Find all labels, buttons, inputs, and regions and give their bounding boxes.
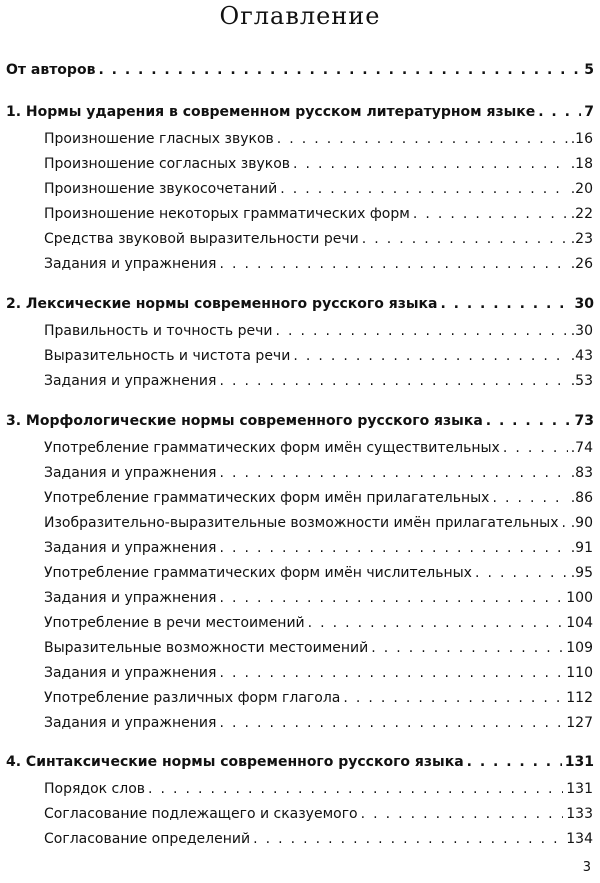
toc-section-entry bbox=[44, 440, 593, 456]
toc-section-entry bbox=[44, 806, 593, 822]
toc-section-entry bbox=[44, 373, 593, 389]
dot-leader bbox=[253, 831, 563, 847]
dot-leader bbox=[538, 104, 581, 120]
toc-entry-page: 109 bbox=[566, 640, 593, 656]
toc-entry-label: Задания и упражнения bbox=[44, 665, 217, 681]
dot-leader bbox=[276, 323, 568, 339]
page-number: 3 bbox=[582, 860, 591, 875]
dot-leader bbox=[413, 206, 568, 222]
toc-entry-page: 30 bbox=[574, 296, 594, 312]
toc-entry-label: 4. Синтаксические нормы современного русского языка bbox=[6, 754, 464, 770]
toc-entry-page: .16 bbox=[570, 131, 593, 147]
dot-leader bbox=[219, 373, 567, 389]
toc-section-entry bbox=[44, 715, 593, 731]
toc-entry-label: 3. Морфологические нормы современного русского языка bbox=[6, 413, 483, 429]
toc-entry-page: .86 bbox=[570, 490, 593, 506]
toc-entry-page: .91 bbox=[570, 540, 593, 556]
dot-leader bbox=[219, 256, 567, 272]
toc-chapter-entry bbox=[6, 296, 594, 312]
toc-entry-label: 2. Лексические нормы современного русского языка bbox=[6, 296, 438, 312]
toc-entry-label: Согласование подлежащего и сказуемого bbox=[44, 806, 358, 822]
toc-entry-label: Употребление грамматических форм имён числительных bbox=[44, 565, 472, 581]
dot-leader bbox=[503, 440, 568, 456]
toc-entry-label: Задания и упражнения bbox=[44, 373, 217, 389]
toc-entry-page: .83 bbox=[570, 465, 593, 481]
toc-entry-label: Произношение некоторых грамматических форм bbox=[44, 206, 410, 222]
toc-entry-label: Употребление в речи местоимений bbox=[44, 615, 305, 631]
toc-entry-page: 110 bbox=[566, 665, 593, 681]
toc-entry-label: Произношение согласных звуков bbox=[44, 156, 291, 172]
toc-entry-label: Употребление различных форм глагола bbox=[44, 690, 341, 706]
dot-leader bbox=[492, 490, 567, 506]
toc-chapter-entry bbox=[6, 413, 594, 429]
dot-leader bbox=[280, 181, 568, 197]
toc-section-entry bbox=[44, 590, 593, 606]
toc-section-entry bbox=[44, 490, 593, 506]
dot-leader bbox=[440, 296, 571, 312]
dot-leader bbox=[219, 540, 567, 556]
toc-section-entry bbox=[44, 181, 593, 197]
toc-section-entry bbox=[44, 206, 593, 222]
dot-leader bbox=[467, 754, 562, 770]
dot-leader bbox=[362, 231, 568, 247]
toc-section-entry bbox=[44, 540, 593, 556]
toc-entry-page: 131 bbox=[566, 781, 593, 797]
toc-entry-page: .74 bbox=[570, 440, 593, 456]
dot-leader bbox=[293, 348, 567, 364]
toc-entry-page: .90 bbox=[570, 515, 593, 531]
dot-leader bbox=[277, 131, 568, 147]
dot-leader bbox=[148, 781, 563, 797]
toc-chapter-entry bbox=[6, 754, 594, 770]
toc-entry-page: 131 bbox=[564, 754, 594, 770]
toc-section-entry bbox=[44, 665, 593, 681]
toc-entry-page: .53 bbox=[570, 373, 593, 389]
toc-entry-label: Согласование определений bbox=[44, 831, 251, 847]
dot-leader bbox=[219, 465, 567, 481]
toc-section-entry bbox=[44, 781, 593, 797]
toc-entry-label: Задания и упражнения bbox=[44, 715, 217, 731]
toc-entry-label: Выразительность и чистота речи bbox=[44, 348, 291, 364]
dot-leader bbox=[561, 515, 567, 531]
dot-leader bbox=[219, 665, 563, 681]
toc-section-entry bbox=[44, 465, 593, 481]
dot-leader bbox=[371, 640, 563, 656]
toc-section-entry bbox=[44, 231, 593, 247]
toc-entry-page: .26 bbox=[570, 256, 593, 272]
toc-chapter-entry bbox=[6, 62, 594, 78]
toc-section-entry bbox=[44, 131, 593, 147]
toc-entry-page: .22 bbox=[570, 206, 593, 222]
toc-entry-page: .23 bbox=[570, 231, 593, 247]
toc-entry-page: 104 bbox=[566, 615, 593, 631]
toc-entry-label: От авторов bbox=[6, 62, 96, 78]
toc-entry-page: 112 bbox=[566, 690, 593, 706]
dot-leader bbox=[293, 156, 568, 172]
toc-entry-label: Употребление грамматических форм имён прилагательных bbox=[44, 490, 490, 506]
toc-entry-label: Средства звуковой выразительности речи bbox=[44, 231, 359, 247]
toc-section-entry bbox=[44, 348, 593, 364]
toc-section-entry bbox=[44, 565, 593, 581]
dot-leader bbox=[308, 615, 564, 631]
toc-entry-label: 1. Нормы ударения в современном русском литературном языке bbox=[6, 104, 536, 120]
toc-entry-label: Правильность и точность речи bbox=[44, 323, 273, 339]
dot-leader bbox=[98, 62, 581, 78]
toc-entry-page: 7 bbox=[584, 104, 594, 120]
dot-leader bbox=[219, 590, 563, 606]
toc-entry-page: 127 bbox=[566, 715, 593, 731]
toc-section-entry bbox=[44, 640, 593, 656]
toc-entry-label: Произношение звукосочетаний bbox=[44, 181, 278, 197]
toc-entry-label: Произношение гласных звуков bbox=[44, 131, 274, 147]
toc-section-entry bbox=[44, 690, 593, 706]
toc-section-entry bbox=[44, 323, 593, 339]
toc-entry-label: Порядок слов bbox=[44, 781, 146, 797]
dot-leader bbox=[486, 413, 572, 429]
toc-entry-page: 133 bbox=[566, 806, 593, 822]
toc-section-entry bbox=[44, 515, 593, 531]
toc-entry-page: .30 bbox=[570, 323, 593, 339]
toc-entry-label: Употребление грамматических форм имён существительных bbox=[44, 440, 500, 456]
toc-entry-label: Задания и упражнения bbox=[44, 590, 217, 606]
toc-entry-label: Задания и упражнения bbox=[44, 540, 217, 556]
toc-entry-label: Изобразительно-выразительные возможности имён прилагательных bbox=[44, 515, 559, 531]
dot-leader bbox=[475, 565, 568, 581]
page-title: Оглавление bbox=[219, 2, 381, 30]
toc-entry-label: Задания и упражнения bbox=[44, 465, 217, 481]
toc-entry-page: .95 bbox=[570, 565, 593, 581]
toc-section-entry bbox=[44, 156, 593, 172]
toc-entry-label: Выразительные возможности местоимений bbox=[44, 640, 369, 656]
toc-section-entry bbox=[44, 615, 593, 631]
toc-entry-page: .43 bbox=[570, 348, 593, 364]
toc-entry-page: .20 bbox=[570, 181, 593, 197]
toc-entry-page: 100 bbox=[566, 590, 593, 606]
toc-section-entry bbox=[44, 831, 593, 847]
toc-entry-page: 73 bbox=[574, 413, 594, 429]
toc-entry-page: 5 bbox=[584, 62, 594, 78]
dot-leader bbox=[361, 806, 564, 822]
toc-entry-page: .18 bbox=[570, 156, 593, 172]
toc-chapter-entry bbox=[6, 104, 594, 120]
toc-entry-page: 134 bbox=[566, 831, 593, 847]
toc-section-entry bbox=[44, 256, 593, 272]
dot-leader bbox=[343, 690, 563, 706]
toc-entry-label: Задания и упражнения bbox=[44, 256, 217, 272]
dot-leader bbox=[219, 715, 563, 731]
